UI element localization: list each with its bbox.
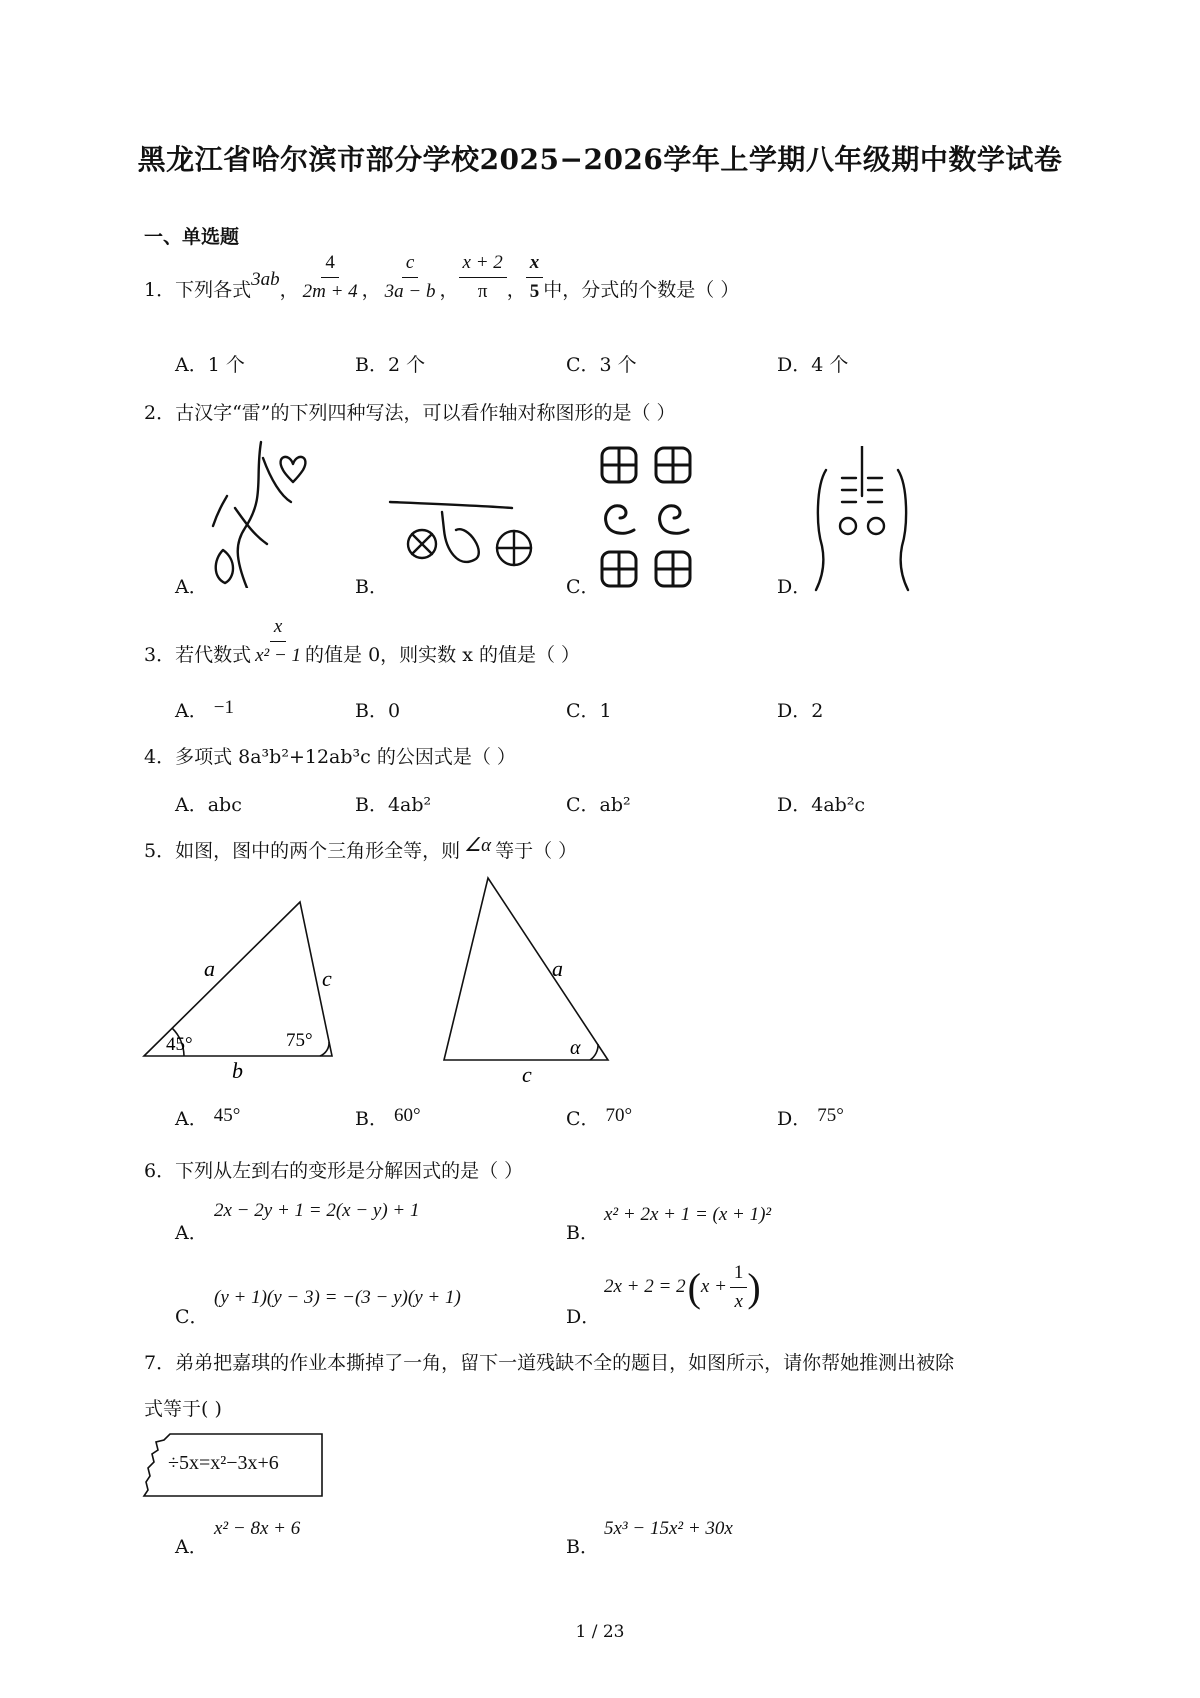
page-number: 1 / 23	[575, 1622, 625, 1642]
q6-option-b-label[interactable]: B．	[566, 1222, 599, 1244]
numerator: 1	[730, 1262, 748, 1288]
numerator: x + 2	[459, 252, 507, 278]
separator: ，	[361, 278, 381, 301]
q1-option-c[interactable]: C．3 个	[566, 354, 637, 376]
triangle-2-angle-alpha: α	[570, 1037, 581, 1059]
option-label: C．	[566, 1108, 600, 1130]
q1-fraction-2	[381, 252, 440, 303]
q3-option-b[interactable]: B．0	[355, 700, 401, 722]
q2-option-b[interactable]: B．	[355, 576, 388, 598]
q2-option-a[interactable]: A．	[175, 576, 208, 598]
q3-option-c[interactable]: C．1	[566, 700, 612, 722]
triangle-2-figure	[440, 876, 620, 1086]
denominator: π	[477, 280, 488, 302]
triangle-1-angle-45: 45°	[166, 1034, 193, 1055]
question-7-line-1: 7．弟弟把嘉琪的作业本撕掉了一角，留下一道残缺不全的题目，如图所示，请你帮她推测出被除	[144, 1352, 955, 1374]
q6-option-d[interactable]	[604, 1262, 761, 1313]
triangle-1-side-c: c	[322, 966, 332, 991]
triangle-1-angle-75: 75°	[286, 1030, 313, 1051]
q1-option-d[interactable]: D．4 个	[777, 354, 849, 376]
lei-glyph-a-image	[205, 438, 325, 588]
option-label: A．	[175, 700, 208, 722]
triangle-2	[444, 878, 608, 1060]
q7-option-b[interactable]: 5x³ − 15x² + 30x	[604, 1518, 733, 1539]
option-value: 45°	[213, 1105, 241, 1126]
q6-option-d-label[interactable]: D．	[566, 1306, 601, 1328]
denominator: x	[734, 1290, 743, 1312]
question-2: 2．古汉字“雷”的下列四种写法，可以看作轴对称图形的是（ ）	[144, 402, 676, 424]
q5-option-a[interactable]	[175, 1104, 240, 1131]
numerator: 4	[321, 252, 339, 278]
right-paren: )	[747, 1264, 761, 1310]
left-paren: (	[687, 1264, 701, 1310]
question-1	[144, 252, 739, 303]
q5-angle: ∠α	[464, 835, 492, 856]
option-value: 70°	[605, 1105, 633, 1126]
numerator: x	[526, 252, 544, 278]
q1-prefix: 1．下列各式	[144, 278, 252, 301]
q5-prefix: 5．如图，图中的两个三角形全等，则	[144, 840, 461, 862]
q6-option-c-label[interactable]: C．	[175, 1306, 209, 1328]
question-6: 6．下列从左到右的变形是分解因式的是（ ）	[144, 1160, 524, 1182]
q7-option-a-label[interactable]: A．	[175, 1536, 208, 1558]
denominator: 3a − b	[384, 280, 436, 302]
question-7-line-2: 式等于( )	[144, 1398, 222, 1420]
q6-option-c[interactable]: (y + 1)(y − 3) = −(3 − y)(y + 1)	[214, 1287, 461, 1308]
lei-glyph-d-image	[812, 446, 912, 592]
option-value: −1	[213, 697, 234, 718]
q3-option-d[interactable]: D．2	[777, 700, 824, 722]
q6-option-b[interactable]: x² + 2x + 1 = (x + 1)²	[604, 1204, 772, 1225]
q3-suffix: 的值是 0，则实数 x 的值是（ ）	[305, 644, 581, 666]
q4-option-b[interactable]: B．4ab²	[355, 794, 432, 816]
triangle-1-figure	[140, 892, 350, 1082]
d-inner: x +	[700, 1276, 727, 1298]
question-4: 4．多项式 8a³b²+12ab³c 的公因式是（ ）	[144, 746, 516, 768]
q6-option-a-label[interactable]: A．	[175, 1222, 208, 1244]
triangle-2-side-c: c	[522, 1062, 532, 1086]
q5-option-b[interactable]	[355, 1104, 421, 1131]
exam-title: 黑龙江省哈尔滨市部分学校2025−2026学年上学期八年级期中数学试卷	[137, 143, 1063, 176]
q1-fraction-3	[459, 252, 507, 303]
q7-option-a[interactable]: x² − 8x + 6	[214, 1518, 301, 1539]
option-label: B．	[355, 1108, 388, 1130]
torn-card-text: ÷5x=x²−3x+6	[168, 1452, 279, 1474]
lei-glyph-c-image	[598, 446, 704, 590]
q1-option-b[interactable]: B．2 个	[355, 354, 426, 376]
q1-fraction-1	[299, 252, 362, 303]
triangle-1-side-b: b	[232, 1058, 243, 1082]
q5-suffix: 等于（ ）	[495, 840, 578, 862]
numerator: c	[402, 252, 418, 278]
q6-option-a[interactable]: 2x − 2y + 1 = 2(x − y) + 1	[214, 1200, 420, 1221]
denominator: 2m + 4	[302, 280, 358, 302]
q4-option-a[interactable]: A．abc	[175, 794, 242, 816]
q5-option-d[interactable]	[777, 1104, 844, 1131]
option-value: 75°	[817, 1105, 844, 1126]
numerator: x	[270, 616, 286, 642]
triangle-2-side-a: a	[552, 956, 563, 981]
q4-option-c[interactable]: C．ab²	[566, 794, 631, 816]
q7-option-b-label[interactable]: B．	[566, 1536, 599, 1558]
triangle-1-side-a: a	[204, 956, 215, 981]
separator: ，	[279, 278, 299, 301]
angle-alpha-arc	[590, 1044, 598, 1060]
denominator: 5	[529, 280, 540, 302]
q5-option-c[interactable]	[566, 1104, 632, 1131]
d-fraction	[730, 1262, 748, 1313]
option-label: D．	[777, 1108, 812, 1130]
q1-option-a[interactable]: A．1 个	[175, 354, 245, 376]
q1-expr-0: 3ab	[251, 269, 280, 291]
d-left: 2x + 2 = 2	[604, 1276, 686, 1298]
q3-fraction	[251, 616, 305, 667]
q2-option-d[interactable]: D．	[777, 576, 812, 598]
q1-fraction-4	[526, 252, 544, 303]
q3-option-a[interactable]	[175, 696, 234, 723]
q2-option-c[interactable]: C．	[566, 576, 600, 598]
separator: ，	[506, 278, 526, 301]
section-heading: 一、单选题	[144, 226, 240, 248]
angle-75-arc	[320, 1042, 329, 1056]
question-3	[144, 616, 580, 667]
separator: ，	[439, 278, 459, 301]
question-5	[144, 836, 577, 863]
option-label: A．	[175, 1108, 208, 1130]
q3-prefix: 3．若代数式	[144, 644, 252, 666]
option-value: 60°	[393, 1105, 421, 1126]
q4-option-d[interactable]: D．4ab²c	[777, 794, 866, 816]
lei-glyph-b-image	[388, 490, 538, 580]
q1-suffix: 中，分式的个数是（ ）	[543, 278, 740, 301]
denominator: x² − 1	[255, 645, 302, 666]
